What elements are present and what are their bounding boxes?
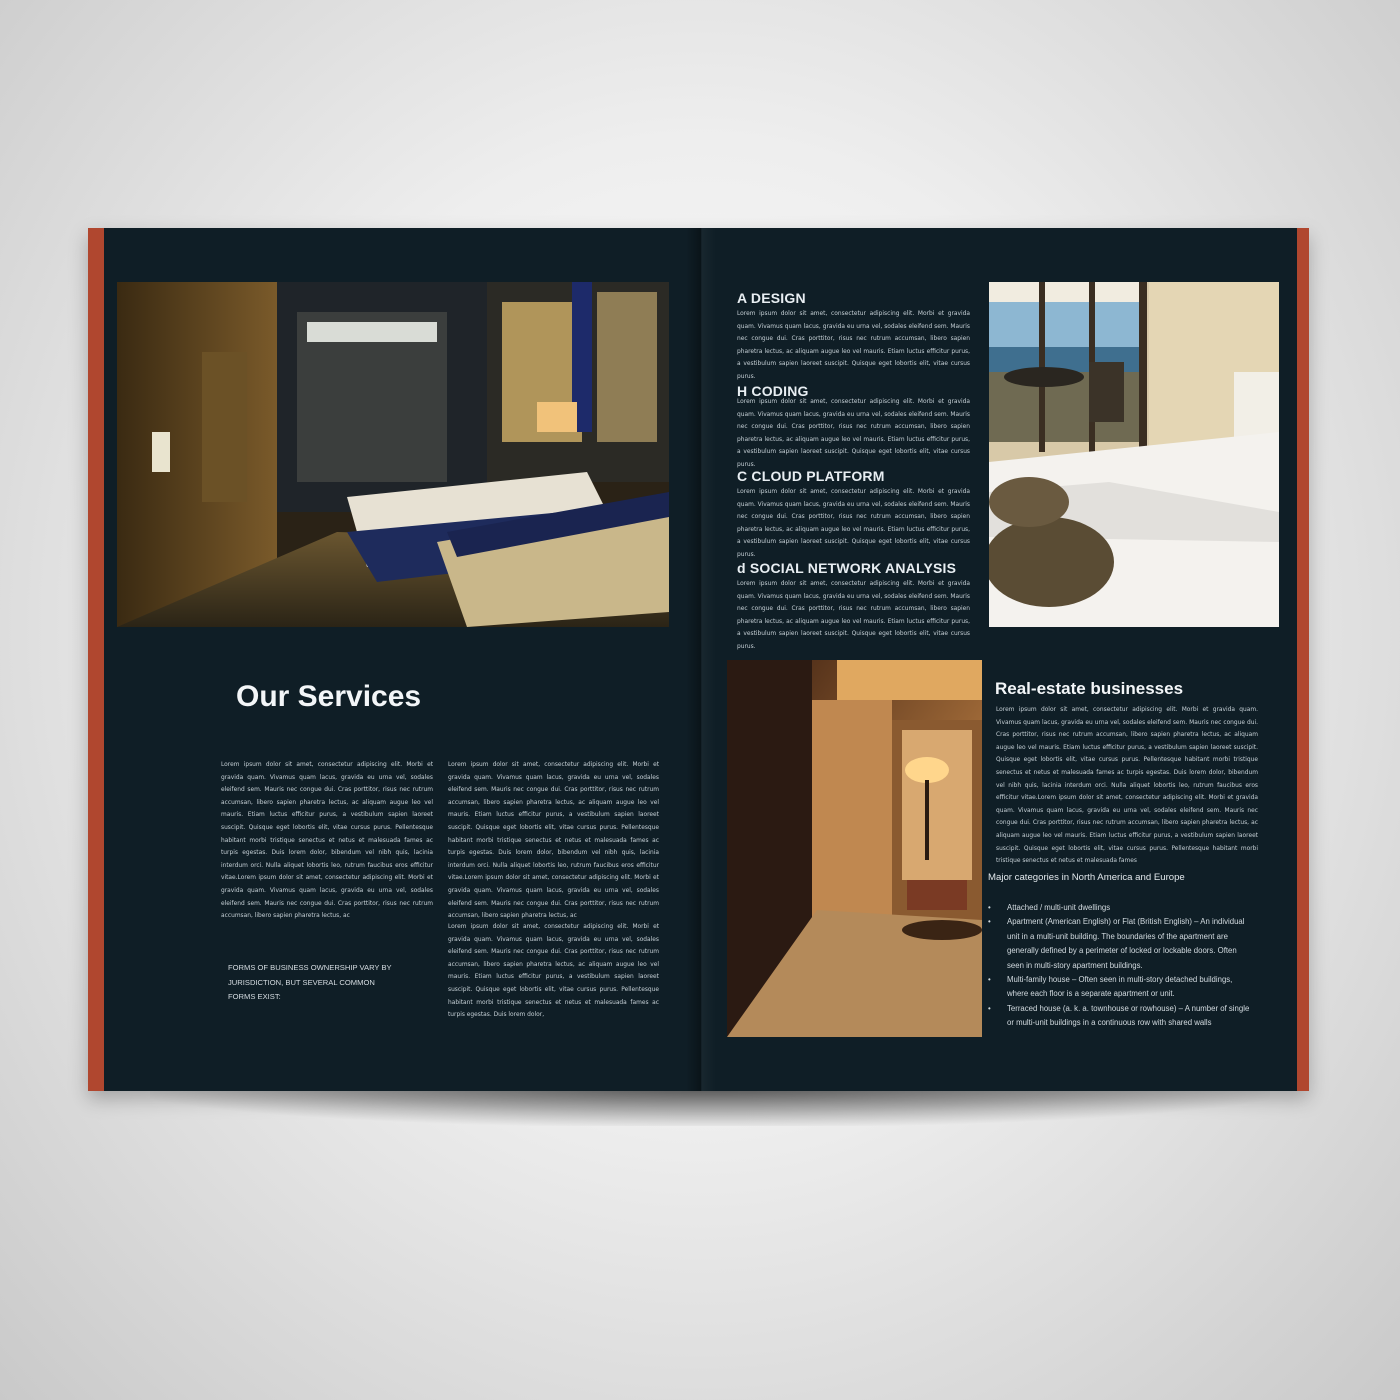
list-item: • Apartment (American English) or Flat (British English) – An individual unit in a multi-unit building. The boundaries of the apartment are generally defined by a perimeter of locked or lockable doors. Often seen in multi-story apartment buildings. [987, 915, 1255, 973]
ownership-note: FORMS OF BUSINESS OWNERSHIP VARY BY JURISDICTION, BUT SEVERAL COMMON FORMS EXIST: [228, 963, 392, 1001]
brochure-spread [88, 228, 1309, 1091]
categories-list [987, 901, 1255, 1031]
section-heading-social: d SOCIAL NETWORK ANALYSIS [737, 560, 957, 576]
hotel-corridor-photo [727, 660, 982, 1037]
realestate-text: Lorem ipsum dolor sit amet, consectetur adipiscing elit. Morbi et gravida quam. Vivamus quam lacus, gravida eu urna vel, sodales eleifend sem. Mauris nec congue dui. Cras porttitor, risus nec rutrum accumsan, libero sapien pharetra lectus, ac aliquam augue leo vel mauris. Etiam luctus efficitur purus, a vestibulum sapien laoreet suscipit. Quisque eget lobortis elit, vitae cursus purus. Pellentesque habitant morbi tristique senectus et netus et malesuada fames ac turpis egestas. Duis lorem dolor, bibendum vel nibh quis, lacinia interdum orci. Nulla aliquet lobortis leo, rutrum faucibus eros efficitur vitae.Lorem ipsum dolor sit amet, consectetur adipiscing elit. Morbi et gravida quam. Vivamus quam lacus, gravida eu urna vel, sodales eleifend sem. Mauris nec congue dui. Cras porttitor, risus nec rutrum accumsan, libero sapien pharetra lectus, ac aliquam augue leo vel mauris. Etiam luctus efficitur purus, a vestibulum sapien laoreet suscipit. Quisque eget lobortis elit, vitae cursus purus. Pellentesque habitant morbi tristique senectus et netus et malesuada fames [996, 707, 1258, 865]
section-text-coding: Lorem ipsum dolor sit amet, consectetur adipiscing elit. Morbi et gravida quam. Vivamus quam lacus, gravida eu urna vel, sodales eleifend sem. Mauris nec congue dui. Cras porttitor, risus nec rutrum accumsan, libero sapien pharetra lectus, ac aliquam augue leo vel mauris. Etiam luctus efficitur purus, a vestibulum sapien laoreet suscipit. Quisque eget lobortis elit, vitae cursus purus. [737, 399, 970, 468]
left-column-1-text: Lorem ipsum dolor sit amet, consectetur adipiscing elit. Morbi et gravida quam. Vivamus quam lacus, gravida eu urna vel, sodales eleifend sem. Mauris nec congue dui. Cras porttitor, risus nec rutrum accumsan, libero sapien pharetra lectus, ac aliquam augue leo vel mauris. Etiam luctus efficitur purus, a vestibulum sapien laoreet suscipit. Quisque eget lobortis elit, vitae cursus purus. Pellentesque habitant morbi tristique senectus et netus et malesuada fames ac turpis egestas. Duis lorem dolor, bibendum vel nibh quis, lacinia interdum orci. Nulla aliquet lobortis leo, rutrum faucibus eros efficitur vitae.Lorem ipsum dolor sit amet, consectetur adipiscing elit. Morbi et gravida quam. Vivamus quam lacus, gravida eu urna vel, sodales eleifend sem. Mauris nec congue dui. Cras porttitor, risus nec rutrum accumsan, libero sapien pharetra lectus, ac [221, 762, 433, 920]
left-column-2-text-b: Lorem ipsum dolor sit amet, consectetur adipiscing elit. Morbi et gravida quam. Vivamus quam lacus, gravida eu urna vel, sodales eleifend sem. Mauris nec congue dui. Cras porttitor, risus nec rutrum accumsan, libero sapien pharetra lectus, ac aliquam augue leo vel mauris. Etiam luctus efficitur purus, a vestibulum sapien laoreet suscipit. Quisque eget lobortis elit, vitae cursus purus. Pellentesque habitant morbi tristique senectus et netus et malesuada fames ac turpis egestas. Duis lorem dolor, [448, 924, 659, 1019]
section-text-design: Lorem ipsum dolor sit amet, consectetur adipiscing elit. Morbi et gravida quam. Vivamus quam lacus, gravida eu urna vel, sodales eleifend sem. Mauris nec congue dui. Cras porttitor, risus nec rutrum accumsan, libero sapien pharetra lectus, ac aliquam augue leo vel mauris. Etiam luctus efficitur purus, a vestibulum sapien laoreet suscipit. Quisque eget lobortis elit, vitae cursus purus. [737, 311, 970, 380]
section-text-cloud: Lorem ipsum dolor sit amet, consectetur adipiscing elit. Morbi et gravida quam. Vivamus quam lacus, gravida eu urna vel, sodales eleifend sem. Mauris nec congue dui. Cras porttitor, risus nec rutrum accumsan, libero sapien pharetra lectus, ac aliquam augue leo vel mauris. Etiam luctus efficitur purus, a vestibulum sapien laoreet suscipit. Quisque eget lobortis elit, vitae cursus purus. [737, 489, 970, 558]
hotel-room-photo [117, 282, 669, 627]
list-item: • Multi-family house – Often seen in multi-story detached buildings, where each floor is a separate apartment or unit. [987, 973, 1255, 1002]
bedroom-balcony-photo [989, 282, 1279, 627]
list-item: • Attached / multi-unit dwellings [987, 901, 1255, 915]
section-text-social: Lorem ipsum dolor sit amet, consectetur adipiscing elit. Morbi et gravida quam. Vivamus quam lacus, gravida eu urna vel, sodales eleifend sem. Mauris nec congue dui. Cras porttitor, risus nec rutrum accumsan, libero sapien pharetra lectus, ac aliquam augue leo vel mauris. Etiam luctus efficitur purus, a vestibulum sapien laoreet suscipit. Quisque eget lobortis elit, vitae cursus purus. [737, 581, 970, 650]
section-heading-coding: H CODING [737, 383, 809, 399]
section-heading-cloud: C CLOUD PLATFORM [737, 468, 885, 484]
realestate-title: Real-estate businesses [995, 679, 1184, 698]
center-fold [686, 228, 716, 1091]
left-edge-accent [88, 228, 104, 1091]
section-heading-design: A DESIGN [737, 290, 806, 306]
brochure-shadow [150, 1086, 1270, 1126]
left-column-2-text-a: Lorem ipsum dolor sit amet, consectetur adipiscing elit. Morbi et gravida quam. Vivamus quam lacus, gravida eu urna vel, sodales eleifend sem. Mauris nec congue dui. Cras porttitor, risus nec rutrum accumsan, libero sapien pharetra lectus, ac aliquam augue leo vel mauris. Etiam luctus efficitur purus, a vestibulum sapien laoreet suscipit. Quisque eget lobortis elit, vitae cursus purus. Pellentesque habitant morbi tristique senectus et netus et malesuada fames ac turpis egestas. Duis lorem dolor, bibendum vel nibh quis, lacinia interdum orci. Nulla aliquet lobortis leo, rutrum faucibus eros efficitur vitae.Lorem ipsum dolor sit amet, consectetur adipiscing elit. Morbi et gravida quam. Vivamus quam lacus, gravida eu urna vel, sodales eleifend sem. Mauris nec congue dui. Cras porttitor, risus nec rutrum accumsan, libero sapien pharetra lectus, ac [448, 762, 659, 920]
list-item: • Terraced house (a. k. a. townhouse or rowhouse) – A number of single or multi-unit buildings in a continuous row with shared walls [987, 1002, 1255, 1031]
categories-title: Major categories in North America and Europe [988, 872, 1185, 883]
page-title: Our Services [236, 680, 422, 713]
right-edge-accent [1297, 228, 1309, 1091]
